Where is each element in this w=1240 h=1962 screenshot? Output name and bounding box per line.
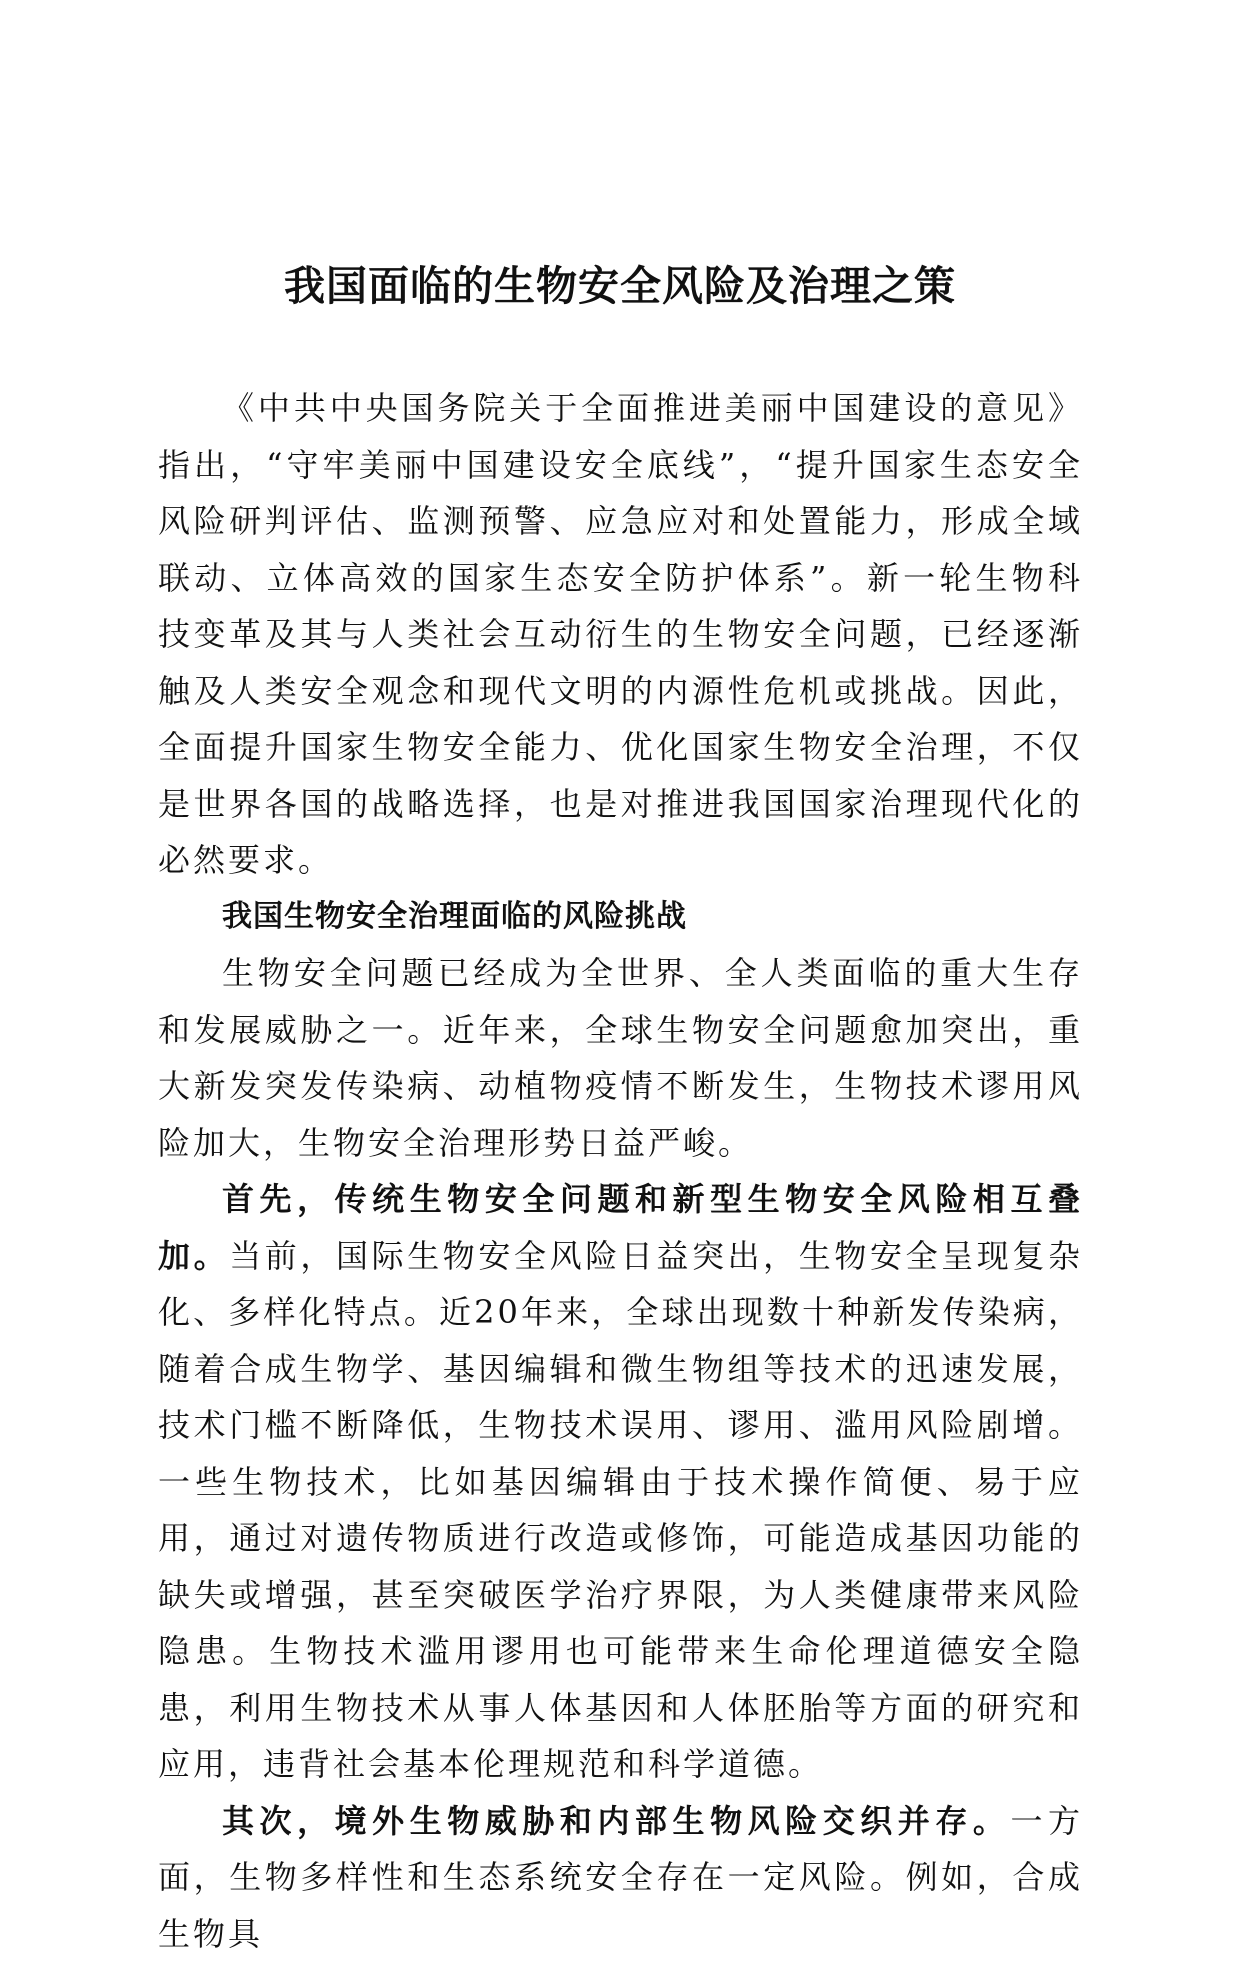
point-2-text: 一方面，生物多样性和生态系统安全存在一定风险。例如，合成生物具 [158,1802,1083,1953]
section-heading: 我国生物安全治理面临的风险挑战 [158,889,1083,946]
point-1-paragraph [158,1171,1083,1793]
point-1-lead: 首先，传统生物安全问题和新型生物安全风险相互叠加。 [158,1180,1083,1275]
intro-paragraph: 《中共中央国务院关于全面推进美丽中国建设的意见》指出，“守牢美丽中国建设安全底线”，“提升国家生态安全风险研判评估、监测预警、应急应对和处置能力，形成全域联动、立体高效的国家生态安全防护体系”。新一轮生物科技变革及其与人类社会互动衍生的生物安全问题，已经逐渐触及人类安全观念和现代文明的内源性危机或挑战。因此，全面提升国家生物安全能力、优化国家生物安全治理，不仅是世界各国的战略选择，也是对推进我国国家治理现代化的必然要求。 [158,380,1083,889]
point-2-lead: 其次，境外生物威胁和内部生物风险交织并存。 [222,1802,1010,1840]
point-1-text: 当前，国际生物安全风险日益突出，生物安全呈现复杂化、多样化特点。近20年来，全球出现数十种新发传染病，随着合成生物学、基因编辑和微生物组等技术的迅速发展，技术门槛不断降低，生物技术误用、谬用、滥用风险剧增。一些生物技术，比如基因编辑由于技术操作简便、易于应用，通过对遗传物质进行改造或修饰，可能造成基因功能的缺失或增强，甚至突破医学治疗界限，为人类健康带来风险隐患。生物技术滥用谬用也可能带来生命伦理道德安全隐患，利用生物技术从事人体基因和人体胚胎等方面的研究和应用，违背社会基本伦理规范和科学道德。 [158,1237,1083,1784]
section-intro-paragraph: 生物安全问题已经成为全世界、全人类面临的重大生存和发展威胁之一。近年来，全球生物安全问题愈加突出，重大新发突发传染病、动植物疫情不断发生，生物技术谬用风险加大，生物安全治理形势日益严峻。 [158,945,1083,1171]
document-title: 我国面临的生物安全风险及治理之策 [0,258,1240,314]
point-2-paragraph [158,1793,1083,1962]
document-body [158,380,1083,1962]
